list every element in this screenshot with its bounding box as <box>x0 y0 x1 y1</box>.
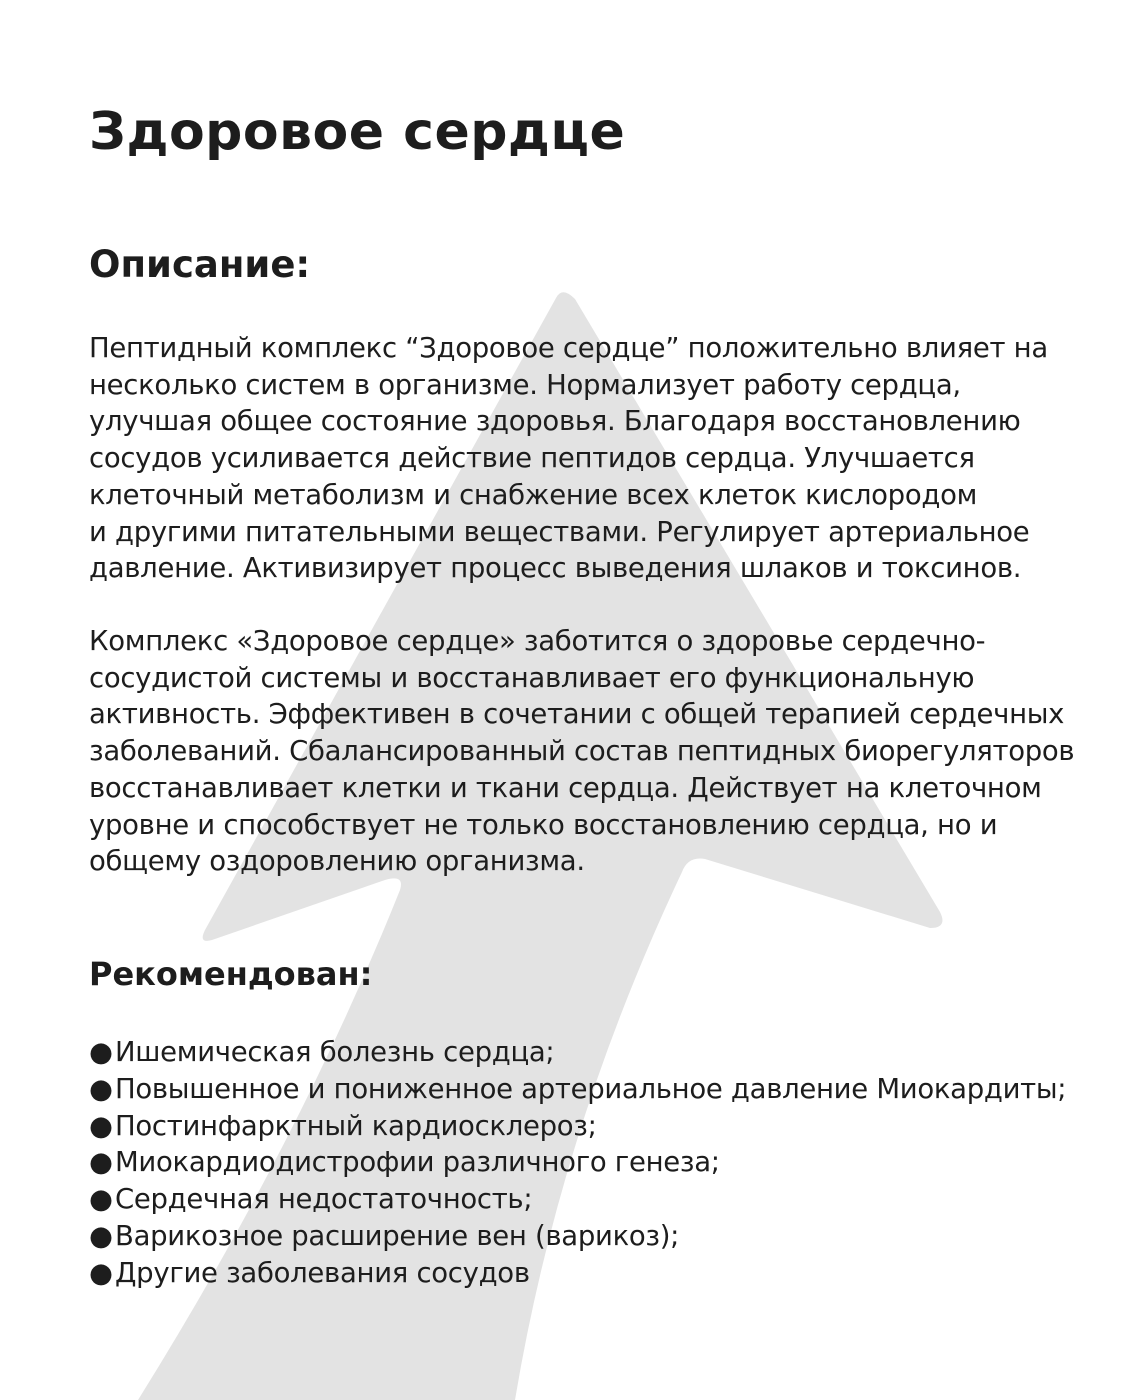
recommended-heading: Рекомендован: <box>89 955 373 993</box>
list-item-text: Повышенное и пониженное артериальное давление Миокардиты; <box>115 1072 1067 1105</box>
list-item <box>89 1071 1066 1108</box>
recommended-list <box>89 1034 1066 1292</box>
list-item-text: Варикозное расширение вен (варикоз); <box>115 1219 680 1252</box>
list-item <box>89 1218 1066 1255</box>
list-item <box>89 1144 1066 1181</box>
bullet-icon: ● <box>89 1219 113 1252</box>
description-paragraph-1: Пептидный комплекс “Здоровое сердце” положительно влияет на несколько систем в организме. Нормализует работу сердца, улучшая общее состояние здоровья. Благодаря восстановлению сосудов усиливается действие пептидов сердца. Улучшается клеточный метаболизм и снабжение всех клеток кислородом и другими питательными веществами. Регулирует артериальное давление. Активизирует процесс выведения шлаков и токсинов. <box>89 332 1048 585</box>
bullet-icon: ● <box>89 1036 113 1068</box>
bullet-icon: ● <box>89 1183 113 1216</box>
list-item <box>89 1181 1066 1218</box>
page-title: Здоровое сердце <box>89 102 626 162</box>
document-content <box>89 96 1099 1289</box>
bullet-icon: ● <box>89 1256 113 1289</box>
list-item <box>89 1034 1066 1071</box>
list-item <box>89 1108 1066 1145</box>
list-item-text: Сердечная недостаточность; <box>115 1183 533 1216</box>
description-heading: Описание: <box>89 243 311 286</box>
bullet-icon: ● <box>89 1072 113 1105</box>
list-item-text: Постинфарктный кардиосклероз; <box>115 1109 597 1142</box>
list-item-text: Другие заболевания сосудов <box>115 1256 530 1289</box>
list-item-text: Ишемическая болезнь сердца; <box>115 1036 555 1068</box>
list-item-text: Миокардиодистрофии различного генеза; <box>115 1146 720 1179</box>
list-item <box>89 1255 1066 1292</box>
bullet-icon: ● <box>89 1146 113 1179</box>
description-paragraph-2: Комплекс «Здоровое сердце» заботится о здоровье сердечно- сосудистой системы и восстанавливает его функциональную активность. Эффективен в сочетании с общей терапией сердечных заболеваний. Сбалансированный состав пептидных биорегуляторов восстанавливает клетки и ткани сердца. Действует на клеточном уровне и способствует не только восстановлению сердца, но и общему оздоровлению организма. <box>89 625 1075 878</box>
bullet-icon: ● <box>89 1109 113 1142</box>
